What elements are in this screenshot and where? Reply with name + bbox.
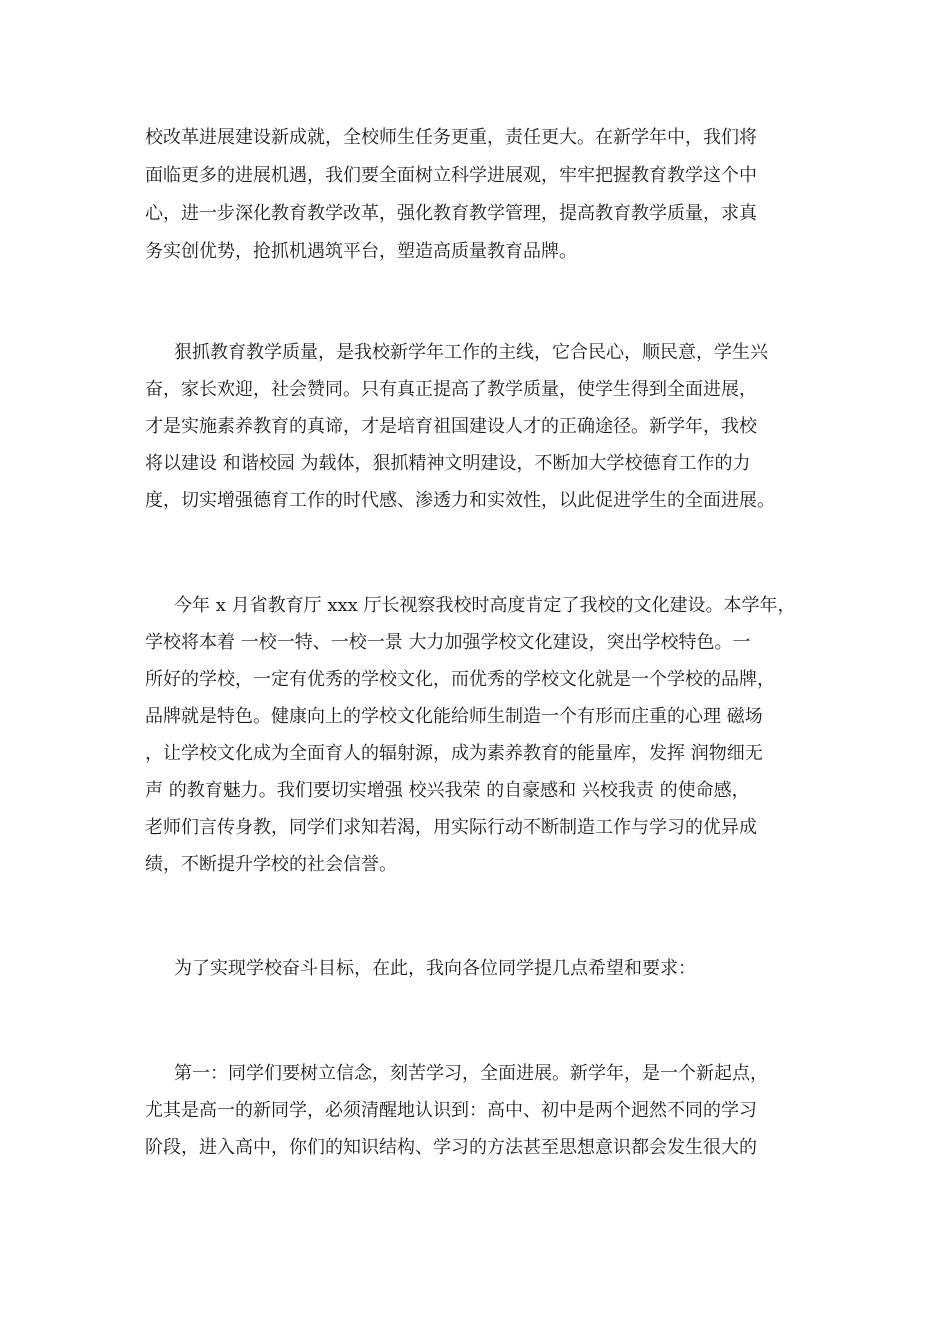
text-line: 奋，家长欢迎，社会赞同。只有真正提高了教学质量，使学生得到全面进展， [145, 379, 757, 400]
text-line: 务实创优势，抢抓机遇筑平台，塑造高质量教育品牌。 [145, 241, 577, 262]
text-line: 绩，不断提升学校的社会信誉。 [145, 854, 397, 875]
text-line: 尤其是高一的新同学，必须清醒地认识到：高中、初中是两个迥然不同的学习 [145, 1100, 757, 1121]
text-line: 为了实现学校奋斗目标，在此，我向各位同学提几点希望和要求： [174, 958, 696, 979]
text-line: 校改革进展建设新成就，全校师生任务更重，责任更大。在新学年中，我们将 [145, 127, 757, 148]
text-line: 阶段，进入高中，你们的知识结构、学习的方法甚至思想意识都会发生很大的 [145, 1137, 757, 1158]
text-line: 才是实施素养教育的真谛，才是培育祖国建设人才的正确途径。新学年，我校 [145, 416, 757, 437]
text-line: 品牌就是特色。健康向上的学校文化能给师生制造一个有形而庄重的心理 磁场 [145, 706, 763, 727]
text-line: 面临更多的进展机遇，我们要全面树立科学进展观，牢牢把握教育教学这个中 [145, 165, 757, 186]
text-line: 今年 x 月省教育厅 xxx 厅长视察我校时高度肯定了我校的文化建设。本学年， [174, 595, 796, 616]
text-line: 第一：同学们要树立信念，刻苦学习，全面进展。新学年，是一个新起点， [174, 1063, 768, 1084]
text-line: 度，切实增强德育工作的时代感、渗透力和实效性，以此促进学生的全面进展。 [145, 490, 775, 511]
text-line: 狠抓教育教学质量，是我校新学年工作的主线，它合民心，顺民意，学生兴 [174, 342, 768, 363]
text-line: 心，进一步深化教育教学改革，强化教育教学管理，提高教育教学质量，求真 [145, 203, 757, 224]
text-line: 学校将本着 一校一特、一校一景 大力加强学校文化建设，突出学校特色。一 [145, 632, 751, 653]
text-line: 所好的学校，一定有优秀的学校文化，而优秀的学校文化就是一个学校的品牌， [145, 669, 775, 690]
text-line: 老师们言传身教，同学们求知若渴，用实际行动不断制造工作与学习的优异成 [145, 817, 757, 838]
text-line: ，让学校文化成为全面育人的辐射源，成为素养教育的能量库，发挥 润物细无 [145, 743, 763, 764]
text-line: 声 的教育魅力。我们要切实增强 校兴我荣 的自豪感和 兴校我责 的使命感， [145, 780, 750, 801]
text-line: 将以建设 和谐校园 为载体，狠抓精神文明建设，不断加大学校德育工作的力 [145, 453, 751, 474]
